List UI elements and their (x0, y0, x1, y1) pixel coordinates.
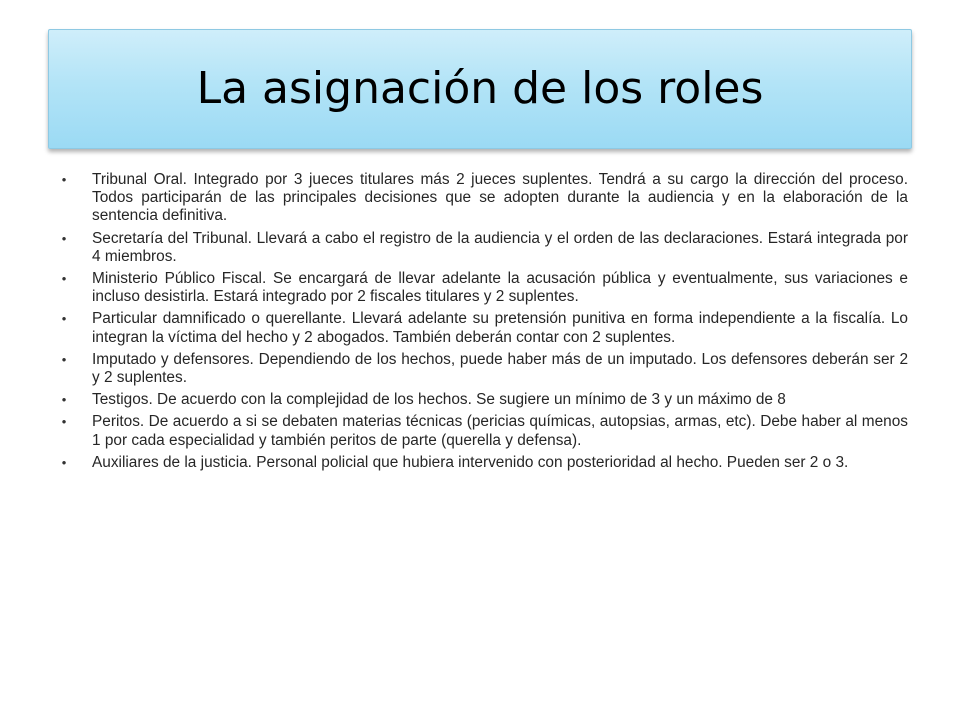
bullet-list (58, 171, 908, 476)
slide-title: La asignación de los roles (196, 63, 764, 114)
bullet-item-imputado (58, 351, 908, 387)
bullet-text: Particular damnificado o querellante. Llevará adelante su pretensión punitiva en forma independiente a la fiscalía. Lo integran la víctima del hecho y 2 abogados. También deberán contar con 2 suplentes. (92, 310, 908, 346)
bullet-item-auxiliares (58, 454, 908, 472)
bullet-icon: • (61, 271, 67, 287)
bullet-text: Tribunal Oral. Integrado por 3 jueces titulares más 2 jueces suplentes. Tendrá a su cargo la dirección del proceso. Todos participarán de las principales decisiones que se adopten durante la audiencia y en la elaboración de la sentencia definitiva. (92, 171, 908, 225)
bullet-icon: • (61, 414, 67, 430)
bullet-icon: • (61, 454, 67, 470)
bullet-item-testigos (58, 391, 908, 409)
bullet-text: Ministerio Público Fiscal. Se encargará de llevar adelante la acusación pública y eventualmente, sus variaciones e incluso desistirla. Estará integrado por 2 fiscales titulares y 2 suplentes. (92, 270, 908, 306)
bullet-text: Secretaría del Tribunal. Llevará a cabo el registro de la audiencia y el orden de las declaraciones. Estará integrada por 4 miembros. (92, 229, 908, 265)
bullet-item-particular-damnificado (58, 310, 908, 346)
bullet-text: Imputado y defensores. Dependiendo de los hechos, puede haber más de un imputado. Los defensores deberán ser 2 y 2 suplentes. (92, 350, 908, 387)
bullet-item-tribunal-oral (58, 171, 908, 226)
bullet-icon: • (61, 230, 67, 246)
title-box (48, 29, 912, 149)
bullet-icon: • (61, 311, 67, 327)
bullet-item-peritos (58, 413, 908, 449)
bullet-text: Auxiliares de la justicia. Personal policial que hubiera intervenido con posterioridad al hecho. Pueden ser 2 o 3. (92, 453, 849, 471)
bullet-item-ministerio-publico (58, 270, 908, 306)
bullet-icon: • (61, 172, 67, 187)
bullet-text: Peritos. De acuerdo a si se debaten materias técnicas (pericias químicas, autopsias, armas, etc). Debe haber al menos 1 por cada especialidad y también peritos de parte (querella y defensa). (92, 413, 908, 449)
bullet-text: Testigos. De acuerdo con la complejidad de los hechos. Se sugiere un mínimo de 3 y un máximo de 8 (92, 391, 786, 409)
bullet-icon: • (61, 392, 67, 408)
bullet-item-secretaria (58, 230, 908, 266)
bullet-icon: • (61, 351, 67, 367)
